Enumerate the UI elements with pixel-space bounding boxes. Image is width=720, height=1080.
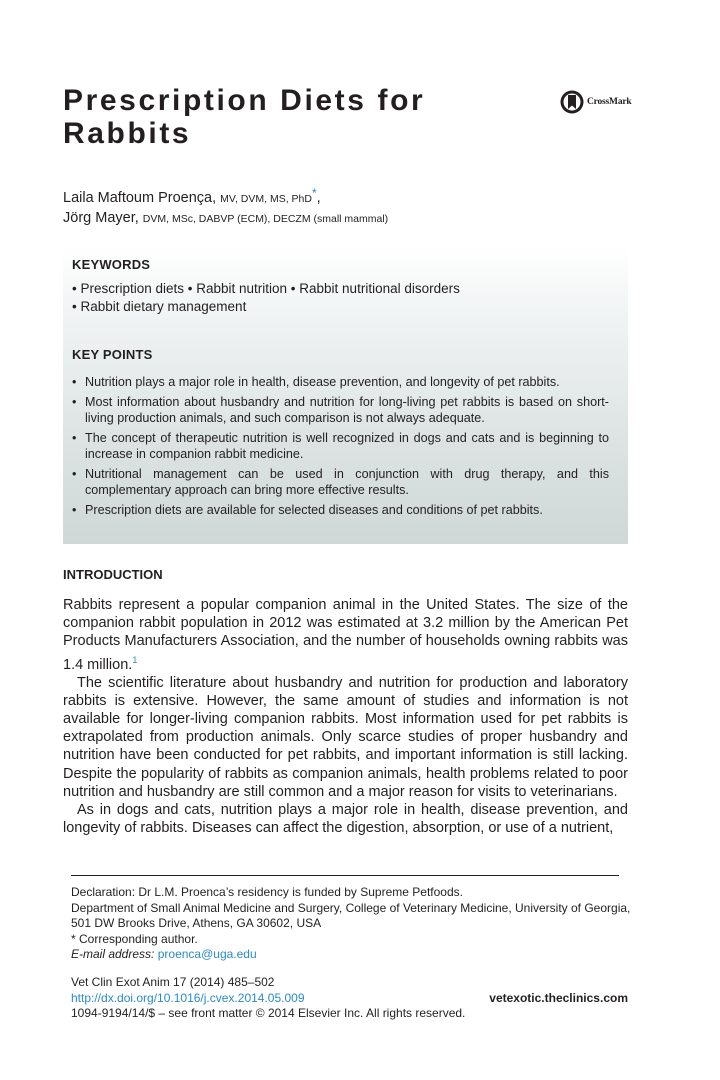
- article-title: Prescription Diets for Rabbits: [63, 84, 426, 150]
- key-point-text: The concept of therapeutic nutrition is well recognized in dogs and cats and is beginning to increase in companion rabbit medicine.: [85, 431, 609, 461]
- email-link[interactable]: proenca@uga.edu: [157, 947, 257, 962]
- author-separator: ,: [316, 190, 321, 206]
- bullet: •: [72, 503, 77, 517]
- crossmark-icon: [560, 90, 584, 114]
- keywords-line: • Prescription diets • Rabbit nutrition • Rabbit nutritional disorders: [72, 281, 460, 296]
- key-point-text: Nutrition plays a major role in health, disease prevention, and longevity of pet rabbits.: [85, 375, 560, 389]
- footnote-divider: [71, 875, 619, 876]
- keywords-keypoints-box: [63, 246, 628, 544]
- author-name: Jörg Mayer,: [63, 210, 139, 226]
- key-point-item: [72, 430, 609, 462]
- key-point-item: [72, 466, 609, 498]
- crossmark-badge[interactable]: [560, 90, 631, 114]
- bullet: •: [72, 395, 77, 409]
- key-point-item: [72, 394, 609, 426]
- affiliation-note: Department of Small Animal Medicine and Surgery, College of Veterinary Medicine, University of Georgia, 501 DW Brooks Drive, Athens, GA 30602, USA: [71, 900, 631, 931]
- bullet: •: [72, 467, 77, 481]
- paragraph-text: Rabbits represent a popular companion animal in the United States. The size of the companion rabbit population in 2012 was estimated at 3.2 million by the American Pet Products Manufacturers Association, and the number of households owning rabbits was 1.4 million.: [63, 597, 628, 673]
- body-paragraph: As in dogs and cats, nutrition plays a major role in health, disease prevention, and longevity of rabbits. Diseases can affect the digestion, absorption, or use of a nutrient,: [63, 802, 628, 837]
- key-points-heading: KEY POINTS: [72, 347, 153, 362]
- author-degrees: DVM, MSc, DABVP (ECM), DECZM (small mammal): [142, 213, 389, 225]
- key-point-text: Nutritional management can be used in conjunction with drug therapy, and this complementary approach can bring more effective results.: [85, 467, 609, 497]
- doi-link[interactable]: http://dx.doi.org/10.1016/j.cvex.2014.05.009: [71, 990, 305, 1005]
- author-line: [63, 184, 388, 209]
- journal-citation: Vet Clin Exot Anim 17 (2014) 485–502: [71, 975, 275, 989]
- introduction-heading: INTRODUCTION: [63, 567, 163, 582]
- introduction-body: [63, 596, 628, 837]
- key-point-item: [72, 502, 609, 518]
- crossmark-label: CrossMark: [587, 97, 632, 107]
- body-paragraph: [63, 596, 628, 674]
- keywords-line: • Rabbit dietary management: [72, 299, 247, 314]
- journal-site-link[interactable]: vetexotic.theclinics.com: [489, 991, 628, 1005]
- key-point-text: Most information about husbandry and nutrition for long-living pet rabbits is based on short-living production animals, and such comparison is not always adequate.: [85, 395, 609, 425]
- author-list: [63, 184, 388, 229]
- copyright-line: 1094-9194/14/$ – see front matter © 2014 Elsevier Inc. All rights reserved.: [71, 1006, 466, 1021]
- email-line: [71, 947, 631, 963]
- body-paragraph: The scientific literature about husbandry and nutrition for production and laboratory rabbits is extensive. However, the same amount of studies and information is not available for longer-living companion rabbits. Most information used for pet rabbits is extrapolated from production animals. Only scarce studies of proper husbandry and nutrition have been conducted for pet rabbits, and important information is still lacking. Despite the popularity of rabbits as companion animals, health problems related to poor nutrition and husbandry are still common and a major reason for visits to veterinarians.: [63, 674, 628, 800]
- bullet: •: [72, 431, 77, 445]
- key-points-list: [72, 374, 609, 522]
- corresponding-mark[interactable]: *: [311, 186, 317, 200]
- author-name: Laila Maftoum Proença,: [63, 190, 217, 206]
- key-point-text: Prescription diets are available for selected diseases and conditions of pet rabbits.: [85, 503, 543, 517]
- declaration-note: Declaration: Dr L.M. Proenca’s residency is funded by Supreme Petfoods.: [71, 885, 463, 899]
- author-line: [63, 209, 388, 229]
- key-point-item: [72, 374, 609, 390]
- corresponding-note: * Corresponding author.: [71, 931, 198, 946]
- reference-link[interactable]: 1: [132, 654, 138, 665]
- email-label: E-mail address:: [71, 947, 155, 962]
- author-degrees: MV, DVM, MS, PhD: [220, 193, 312, 205]
- keywords-heading: KEYWORDS: [72, 257, 151, 272]
- bullet: •: [72, 375, 77, 389]
- footnotes: [71, 885, 631, 963]
